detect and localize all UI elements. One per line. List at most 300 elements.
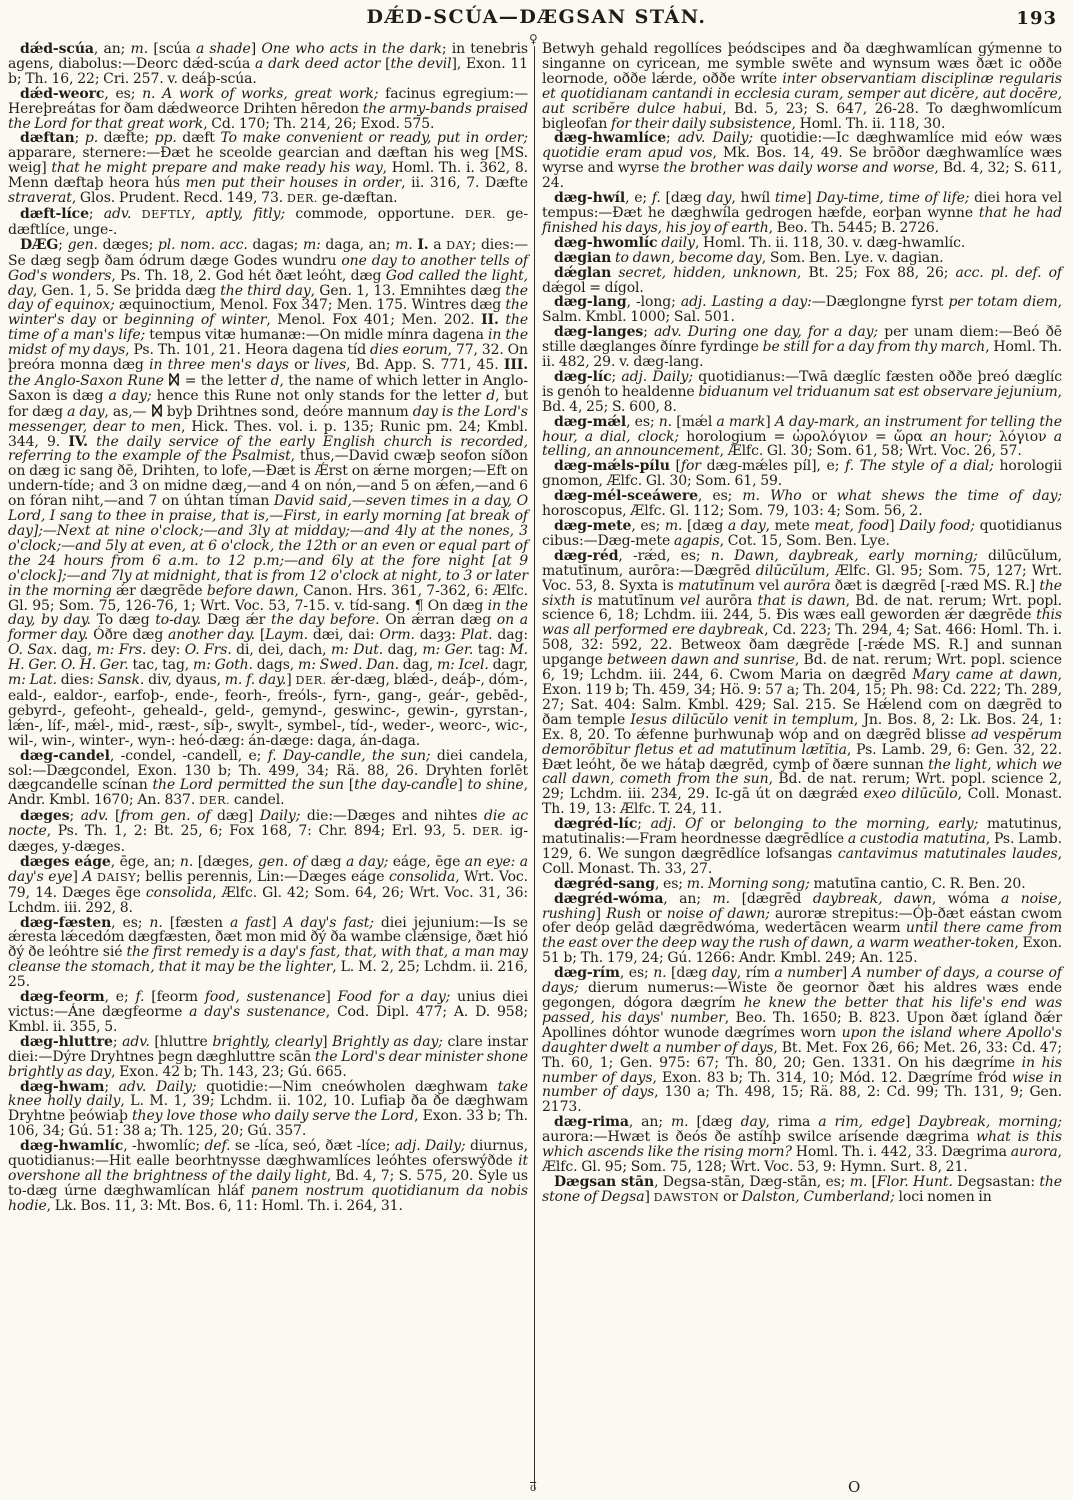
- entry-headword: DÆG: [20, 236, 59, 253]
- entry-text: , Canon. Hrs. 361, 7-362, 6: Ælfc. Gl. 95; Som. 75, 126-76, 1; Wrt. Voc. 53, 7-15. v. tíd-sang. ¶ On dæg: [8, 582, 528, 614]
- entry-text: apparare, sternere:—Ðæt he sceolde gearcian and dæftan his weg [MS. weig]: [8, 145, 528, 177]
- entry-text: f.: [651, 190, 661, 207]
- entry-text: m.: [670, 1114, 689, 1131]
- entry-text: , es;: [697, 488, 743, 505]
- entry-headword: IV.: [68, 433, 88, 450]
- entry-text: lives: [314, 357, 347, 374]
- entry-headword: dæg-rím: [554, 965, 620, 982]
- entry-text: [dægrēd: [730, 890, 813, 907]
- entry-text: dæges;: [97, 236, 158, 253]
- dictionary-entry: [8, 238, 528, 749]
- entry-text: an eye: a day's eye: [8, 853, 528, 885]
- entry-text: ]: [322, 1033, 333, 1050]
- entry-text: [: [343, 777, 355, 794]
- entry-text: ;: [74, 130, 85, 147]
- entry-text: ], Exon. 11 b; Th. 16, 22; Cri. 257. v. deáþ-scúa.: [8, 55, 528, 87]
- entry-text: David said,—seven times in a day, O Lord, I sang to thee in praise, that is,—First, in early morning [at break of day];—Next at nine o'clock;—and 3ly at midday;—and 4ly at the nones, 3 o'clock;—and 5ly at even, at 6 o'clock, the 12th or an even or equal part of the 24 hours from 6 a.m. to 12 p.m;—and 6ly at the fore night [at 9 o'clock];—and 7ly at midnight, that is from 12 o'clock at night, to 3 or later in the morning: [8, 493, 528, 599]
- entry-text: , Salm. Kmbl. 1000; Sal. 501.: [542, 294, 1062, 326]
- entry-text: , hwíl: [731, 190, 775, 207]
- daeg-rune-icon: [151, 404, 163, 420]
- entry-text: a dark deed actor: [255, 55, 381, 72]
- entry-text: , Homl. Th. ii. 482, 29. v. dæg-lang.: [542, 339, 1063, 371]
- entry-text: daybreak, dawn: [812, 890, 932, 907]
- entry-text: Flor. Hunt.: [876, 1173, 953, 1190]
- entry-text: DER.: [295, 674, 327, 688]
- entry-text: Brightly as day;: [332, 1033, 443, 1050]
- entry-text: One who acts in the dark: [261, 41, 442, 57]
- entry-text: ; in tenebris agens, diabolus:—Deorc dǽd-scúa: [8, 41, 528, 72]
- entry-text: , an;: [663, 890, 713, 907]
- entry-headword: dæg-mǽls-pílu: [554, 458, 670, 475]
- entry-text: , Bd. App. S. 771, 45.: [346, 357, 504, 374]
- entry-text: , Exon. 83 b; Th. 314, 10; Mód. 12. Dægríme fród: [652, 1069, 1012, 1086]
- entry-text: n.: [658, 413, 673, 430]
- entry-text: vel: [679, 592, 701, 609]
- entry-text: , Bd. 4, 7; S. 575, 20. Syle us to-dæg úrne dæghwamlícan hláf: [8, 1167, 529, 1199]
- entry-text: ]: [72, 868, 83, 885]
- entry-text: one day to another tells of God's wonders: [8, 252, 528, 284]
- entry-text: , Ælfc. Gl. 30; Som. 61, 58; Wrt. Voc. 26, 57.: [719, 443, 1022, 460]
- entry-headword: dæg-hwamlíc: [20, 1138, 124, 1155]
- entry-text: aurora:—Hwæt is ðeós ðe astíhþ swilce arísende dægrima: [542, 1129, 977, 1146]
- entry-text: before dawn: [206, 582, 295, 599]
- entry-text: Lat.: [29, 672, 57, 689]
- entry-text: [: [380, 55, 391, 72]
- entry-text: [dæg: [682, 518, 728, 534]
- entry-text: time: [774, 190, 807, 207]
- entry-text: m. f. day.: [224, 672, 287, 689]
- entry-text: , Andr. Kmbl. 1670; An. 837.: [8, 777, 528, 809]
- entry-text: clare instar diei:—Dýre Dryhtnes þegn dæghluttre scān: [8, 1033, 529, 1065]
- entry-text: , Wrt. Voc. 79, 14. Dæges ēge: [8, 868, 528, 901]
- entry-text: m. Morning song;: [686, 875, 810, 892]
- entry-text: O. Frs.: [184, 642, 232, 659]
- dictionary-entry: [8, 1035, 528, 1080]
- entry-text: in the midst of my days: [8, 327, 529, 359]
- entry-text: n.: [149, 914, 163, 931]
- entry-text: [mǽl: [672, 413, 717, 430]
- entry-text: ge-dæftlíce, unge-.: [8, 205, 528, 238]
- dictionary-entry: [542, 459, 1062, 489]
- entry-text: λόγιον: [991, 428, 1054, 445]
- entry-text: quotidianus:—Twā dæglíc fæsten oððe þreó dæglíc is genóh to healdenne: [542, 368, 1062, 400]
- entry-text: ]: [271, 914, 284, 931]
- dictionary-entry: [8, 207, 528, 238]
- entry-text: [fæsten: [162, 914, 230, 931]
- entry-text: ; dies:—Se dæg segþ ðam ódrum dæge Godes wundru: [8, 236, 528, 269]
- entry-text: , 77, 32. On þreóra monna dæg: [8, 342, 528, 374]
- entry-text: adv.: [122, 1033, 150, 1050]
- entry-text: he knew the better that his life's end was passed, his days' number: [542, 995, 1062, 1026]
- entry-text: ;: [112, 1033, 123, 1050]
- entry-text: n.: [653, 965, 667, 982]
- entry-text: ,: [191, 205, 206, 222]
- entry-text: [dæg: [660, 190, 707, 207]
- entry-text: A: [82, 868, 93, 885]
- entry-text: ;: [69, 808, 81, 825]
- entry-text: men put their houses in order: [185, 175, 402, 192]
- entry-text: adv.: [103, 205, 132, 222]
- entry-text: m:: [436, 657, 455, 674]
- entry-text: unius diei victus:—Áne dægfeorme: [8, 989, 529, 1020]
- entry-text: , e;: [104, 989, 136, 1006]
- entry-text: aurora: [1010, 1144, 1058, 1161]
- entry-text: a day's sustenance: [189, 1004, 326, 1020]
- entry-text: , Bd. de nat. rerum; Wrt. popl. science 2, 29; Lchdm. iii. 234, 29. Ic-gā út on dægrǽd: [542, 771, 1062, 803]
- entry-text: a: [428, 236, 447, 253]
- entry-text: m:: [298, 657, 316, 674]
- entry-text: , Bd. de nat. rerum; Wrt. popl. science 6, 19; Lchdm. iii. 244, 6. Cwom Maria on dægrēd: [542, 652, 1062, 684]
- entry-text: Daybreak, morning;: [918, 1114, 1062, 1131]
- entry-text: Ger.: [444, 642, 474, 659]
- entry-text: , wóma: [931, 890, 1001, 907]
- entry-text: dag:: [492, 627, 528, 644]
- entry-text: secret, hidden, unknown: [618, 264, 797, 281]
- entry-text: matutinus, matutinalis:—Fram heordnesse dægrēdlíce: [542, 816, 1062, 848]
- entry-headword: dæg-rima: [554, 1114, 629, 1131]
- entry-headword: dǽd-weorc: [20, 85, 105, 102]
- entry-text: n. Dawn, daybreak, early morning;: [710, 547, 978, 564]
- entry-text: DAISY: [97, 870, 137, 884]
- entry-headword: dæg-líc: [554, 368, 612, 385]
- entry-headword: dæg-hwam: [20, 1078, 105, 1095]
- entry-headword: dæg-mǽl: [554, 413, 627, 430]
- entry-text: , Som. Ben. Lye. v. dagian.: [761, 249, 944, 266]
- entry-text: horologium = ὡρολόγιον = ὥρα: [678, 428, 930, 445]
- entry-text: upon the island where Apollo's daughter dwelt a number of days: [542, 1024, 1062, 1056]
- entry-text: dey:: [146, 642, 185, 659]
- entry-text: dag,: [57, 642, 97, 659]
- dictionary-entry: [542, 892, 1062, 967]
- entry-text: ad vespĕrum demorōbĭtur fletus et ad matutīnum lætĭtia: [542, 726, 1062, 758]
- entry-text: ðæt is dægrēd [-ræd MS. R.]: [830, 577, 1040, 594]
- entry-text: m:: [193, 657, 211, 674]
- column-divider: [529, 32, 538, 1494]
- entry-text: Daily;: [259, 808, 301, 825]
- entry-text: , 130 a; Th. 498, 15; Rä. 88, 2: Cd. 99; Th. 131, 9; Gen. 2173.: [542, 1084, 1062, 1116]
- entry-text: , Bt. Met. Fox 26, 66; Met. 26, 33: Cd. 47; Th. 60, 1; Gen. 975: 67; Th. 80, 20; Gen. 1331. On his dægríme: [542, 1039, 1062, 1071]
- dictionary-entry: [8, 809, 528, 855]
- entry-text: the day before.: [270, 612, 380, 629]
- dictionary-entry: [542, 325, 1062, 370]
- entry-text: , as,—: [104, 403, 151, 420]
- entry-text: gen. of: [257, 853, 307, 870]
- entry-text: day: [711, 965, 737, 982]
- entry-text: , Ælfc. Gl. 42; Som. 64, 26; Wrt. Voc. 31, 36: Lchdm. iii. 292, 8.: [8, 884, 528, 916]
- entry-text: day: [740, 1114, 766, 1131]
- entry-text: the first remedy is a day's fast, that, with that, a man may cleanse the stomach, that it may be the lighter: [8, 944, 528, 976]
- entry-text: m.: [395, 236, 413, 253]
- entry-text: [dæg: [666, 965, 712, 982]
- entry-text: dagas;: [247, 236, 303, 253]
- entry-text: , Exon. 42 b; Th. 143, 23; Gú. 665.: [111, 1063, 347, 1080]
- entry-text: belonging to the morning, early;: [733, 816, 979, 833]
- entry-headword: dæg-hwíl: [554, 190, 626, 207]
- entry-headword: I.: [417, 236, 429, 253]
- entry-text: loci nomen in: [894, 1188, 992, 1205]
- entry-text: , Ps. Th. 18, 2. God hét ðæt leóht, dæg: [111, 267, 386, 284]
- entry-text: , es;: [631, 518, 665, 534]
- entry-text: DAY: [446, 238, 472, 252]
- entry-text: gen.: [67, 236, 98, 253]
- entry-text: , but for dæg: [8, 387, 528, 420]
- entry-headword: dæg-mete: [554, 518, 632, 534]
- entry-text: a telling, an announcement: [542, 428, 1062, 460]
- entry-text: , Ps. Th. 101, 21. Heora dagena tíd: [125, 342, 371, 359]
- entry-text: day: [706, 190, 732, 207]
- entry-text: , Ælfc. Gl. 95; Som. 75, 127; Wrt. Voc. 53, 8. Syxta is: [542, 562, 1062, 594]
- entry-text: between dawn and sunrise: [607, 652, 795, 669]
- entry-text: the devil: [390, 55, 452, 72]
- entry-text: or: [95, 312, 124, 329]
- entry-text: Degsastan:: [952, 1173, 1040, 1190]
- entry-text: m.: [664, 518, 683, 534]
- dictionary-entry: [542, 966, 1062, 1115]
- entry-text: die ac nocte: [8, 808, 529, 840]
- entry-text: m:: [422, 642, 441, 659]
- entry-text: or: [719, 1188, 742, 1205]
- entry-text: the third day: [220, 282, 311, 299]
- entry-text: adj. Daily;: [394, 1138, 466, 1155]
- entry-text: an hour;: [929, 428, 992, 445]
- entry-text: , Jn. Bos. 8, 2: Lk. Bos. 24, 1: Ex. 8, 20. To ǽfenne þurhwunaþ wóp and on dægrēd blisse: [542, 711, 1062, 743]
- entry-text: , Bd. de nat. rerum; Wrt. popl. science 6, 18; Lchdm. iii. 244, 5. Ðis wæs eall geworden ǽr dægrēde: [542, 592, 1062, 624]
- entry-text: ǽr dægrēde: [111, 582, 207, 599]
- entry-text: Plat.: [460, 627, 493, 644]
- entry-text: , Ælfc. Gl. 95; Som. 75, 128; Wrt. Voc. 53, 9: Hymn. Surt. 8, 21.: [542, 1144, 1062, 1175]
- dictionary-entry: [542, 519, 1062, 549]
- entry-text: dæfte;: [98, 130, 155, 147]
- entry-text: the light, which we call dawn, cometh from the sun: [542, 756, 1062, 788]
- entry-text: vel: [754, 577, 784, 594]
- entry-text: se -líca, seó, ðæt -líce;: [230, 1138, 395, 1155]
- entry-text: n. A work of works, great work;: [142, 85, 379, 102]
- entry-text: horoscopus, Ælfc. Gl. 112; Som. 79, 103: 4; Som. 56, 2.: [542, 503, 923, 520]
- entry-text: ;: [104, 1078, 119, 1095]
- entry-text: , an;: [93, 41, 131, 57]
- entry-text: Orm.: [379, 627, 415, 644]
- divider-ornament-icon: ♀: [529, 32, 538, 46]
- entry-text: ]: [325, 989, 338, 1006]
- entry-text: ]: [905, 1114, 919, 1131]
- dictionary-entry: [542, 549, 1062, 817]
- entry-text: = the letter: [180, 372, 271, 389]
- dictionary-entry: [8, 42, 528, 87]
- dictionary-entry: [8, 1080, 528, 1140]
- entry-text: , es;: [654, 875, 687, 892]
- entry-text: dæg]: [210, 808, 260, 825]
- entry-text: , -hwomlíc;: [123, 1138, 205, 1155]
- entry-text: DER.: [464, 207, 497, 221]
- entry-text: Frs.: [118, 642, 147, 659]
- entry-text: the army-bands praised the Lord for that great work: [8, 100, 528, 132]
- entry-text: [: [255, 627, 266, 644]
- entry-text: or: [641, 905, 667, 922]
- entry-text: adj. Lasting a day:: [680, 294, 812, 311]
- entry-headword: dægréd-sang: [554, 875, 655, 892]
- entry-text: , -rǽd, es;: [618, 547, 711, 564]
- dictionary-entry: [8, 131, 528, 207]
- dictionary-entry: [542, 1115, 1062, 1175]
- entry-text: [feorm: [144, 989, 205, 1006]
- dictionary-entry: [542, 251, 1062, 266]
- entry-text: , Exon. 119 b; Th. 459, 34; Hö. 9: 57 a; Th. 204, 15; Ph. 98: Cd. 222; Th. 289, 27; Sat. 404: Salm. Kmbl. 429; Sal. 215. Se Hǽlend com on dægrēd to ðam temple: [542, 667, 1062, 728]
- entry-headword: dægréd-wóma: [554, 890, 664, 907]
- entry-text: d: [270, 372, 280, 389]
- entry-text: ;: [637, 816, 651, 833]
- entry-text: dilūcŭlum: [755, 562, 826, 579]
- divider-bottom-mark: $\overline{ʊ}$: [530, 1483, 537, 1494]
- entry-text: daily: [661, 234, 695, 251]
- entry-text: Mary came at dawn: [912, 667, 1058, 684]
- entry-headword: dæg-langes: [554, 324, 644, 341]
- entry-headword: dæg-candel: [20, 747, 110, 764]
- entry-headword: dæges eáge: [20, 853, 111, 870]
- entry-text: day is the Lord's messenger, dear to men: [8, 403, 528, 435]
- dictionary-entry: [542, 1175, 1062, 1206]
- entry-headword: dæg-fæsten: [20, 914, 112, 931]
- entry-text: O. Sax.: [8, 642, 58, 659]
- dictionary-entry: [542, 236, 1062, 251]
- entry-text: f.: [135, 989, 145, 1006]
- entry-headword: dægian: [554, 249, 612, 266]
- entry-headword: dægréd-líc: [554, 816, 638, 833]
- entry-text: for their daily subsistence: [611, 115, 792, 132]
- entry-headword: dæg-lang: [554, 294, 627, 311]
- entry-text: or: [288, 357, 315, 374]
- entry-text: ;: [611, 368, 622, 385]
- entry-text: ]: [644, 1188, 654, 1205]
- entry-text: , an;: [628, 1114, 671, 1131]
- entry-text: , Lk. Bos. 11, 3: Mt. Bos. 6, 11: Homl. Th. i. 264, 31.: [46, 1197, 403, 1214]
- entry-text: matutīnum: [677, 577, 755, 594]
- entry-text: , rím: [736, 965, 775, 982]
- dictionary-entry: [542, 295, 1062, 325]
- entry-text: matutīna cantio, C. R. Ben. 20.: [809, 875, 1026, 892]
- entry-text: candel.: [230, 792, 285, 809]
- entry-text: dag,: [383, 642, 423, 659]
- entry-text: aurōra: [783, 577, 831, 594]
- entry-text: , Ps. Lamb. 129, 6. We sungon dægrēdlíce lofsangas: [542, 831, 1062, 862]
- entry-text: dags,: [252, 657, 299, 674]
- entry-text: a day: [67, 403, 105, 420]
- entry-text: a rim, edge: [818, 1114, 906, 1131]
- entry-text: To dæg: [90, 612, 156, 629]
- entry-text: f. Day-candle, the sun;: [267, 747, 431, 764]
- entry-text: dæg: [306, 853, 346, 870]
- entry-text: Goth.: [214, 657, 253, 674]
- entry-text: aptly, fitly;: [205, 205, 286, 222]
- entry-text: ǽr-dæg, blǽd-, deáþ-, dóm-, eald-, ealdor-, earfoþ-, ende-, feorh-, freóls-, fyrn-, gang-, geár-, gebēd-, gebyrd-, gefeoht-, geheald-, geld-, gemynd-, geswinc-, gewin-, gyrstan-, lǽn-, líf-, mǽl-, mid-, ræst-, síþ-, swylt-, symbel-, tíd-, weder-, weorc-, wic-, wil-, win-, winter-, wyn-: heó-dæg: án-dæge: daga, án-daga.: [8, 672, 528, 749]
- entry-text: ]: [889, 518, 900, 534]
- entry-text: quotidie:—Nim cneówholen dæghwam: [196, 1078, 498, 1095]
- entry-text: Iesus dilūcŭlo venit in templum: [630, 711, 854, 728]
- entry-text: diei hora vel tempus:—Ðæt he dæghwíla gedrogen hæfde, eorþan wynne: [542, 190, 1062, 221]
- entry-text: , e;: [625, 190, 652, 207]
- entry-headword: dæg-hwamlíce: [554, 130, 667, 147]
- entry-text: a fast: [229, 914, 272, 931]
- entry-text: quotidie:—Ic dæghwamlíce mid eów wæs: [752, 130, 1062, 147]
- entry-text: this was all performed ere daybreak: [542, 607, 1062, 639]
- entry-text: , Ps. Th. 1, 2: Bt. 25, 6; Fox 168, 7: Chr. 894; Erl. 93, 5.: [46, 823, 473, 840]
- entry-text: Dut.: [353, 642, 384, 659]
- entry-text: , Bt. 25; Fox 88, 26;: [796, 264, 956, 281]
- entry-text: , Cd. 170; Th. 214, 26; Exod. 575.: [203, 115, 435, 132]
- entry-text: dies eorum: [370, 342, 448, 359]
- entry-text: what is this which ascends like the rising morn?: [542, 1129, 1062, 1161]
- entry-text: [scúa: [148, 41, 196, 57]
- entry-text: ig-dæges, y-dæges.: [8, 823, 528, 856]
- entry-text: the Anglo-Saxon Rune: [8, 372, 169, 389]
- entry-text: m:: [302, 236, 321, 253]
- entry-text: adj. Of: [650, 816, 702, 833]
- entry-text: , Homl. Th. i. 362, 8. Menn dæftaþ heora hús: [8, 160, 529, 192]
- dictionary-entry: [8, 1139, 528, 1214]
- entry-text: , -condel, -candell, e;: [109, 747, 268, 764]
- entry-text: or: [701, 816, 734, 833]
- entry-text: noise of dawn;: [666, 905, 770, 922]
- entry-text: , rima: [765, 1114, 819, 1131]
- entry-text: DER.: [198, 794, 231, 808]
- entry-text: [: [669, 458, 681, 475]
- entry-text: that he might prepare and make ready his way: [51, 160, 383, 177]
- dictionary-entry: [542, 877, 1062, 892]
- dictionary-entry: [8, 87, 528, 132]
- entry-headword: dæg-mél-sceáwere: [554, 488, 698, 505]
- entry-text: dilūcŭlum, matutīnum, aurōra:—Dægrēd: [542, 547, 1062, 579]
- entry-text: , ēge, an;: [110, 853, 180, 870]
- entry-text: biduanum vel triduanum sat est observare jejunium: [698, 383, 1058, 400]
- entry-text: adv. Daily;: [677, 130, 753, 147]
- entry-headword: II.: [481, 312, 499, 329]
- entry-headword: dæft-líce: [20, 205, 89, 222]
- entry-text: æquinoctium, Menol. Fox 347; Men. 175. Wintres dæg: [114, 297, 506, 314]
- entry-text: panem nostrum quotidianum da nobis hodie: [8, 1182, 528, 1214]
- entry-text: agapis: [674, 532, 720, 549]
- entry-text: die:—Dæges and nihtes: [300, 808, 484, 825]
- entry-text: to-day.: [155, 612, 202, 629]
- entry-text: , Gen. 1, 13. Emnihtes dæg: [310, 282, 506, 299]
- entry-text: Sansk.: [97, 672, 145, 689]
- entry-text: food, sustenance: [204, 989, 326, 1006]
- entry-text: horologii gnomon, Ælfc. Gl. 30; Som. 61, 59.: [542, 458, 1062, 490]
- entry-text: , Bd. 4, 25; S. 600, 8.: [542, 383, 1062, 415]
- entry-text: in his number of days: [542, 1054, 1062, 1086]
- entry-text: pl. nom. acc.: [157, 236, 248, 253]
- entry-text: m.: [849, 1173, 868, 1190]
- entry-text: the Lord permitted the sun: [152, 777, 344, 794]
- entry-text: take knee holly daily: [8, 1078, 528, 1110]
- signature-mark: O: [848, 1478, 861, 1496]
- entry-text: quotidianus cibus:—Dæg-mete: [542, 518, 1062, 549]
- entry-text: , Ps. Lamb. 29, 6: Gen. 32, 22. Ðæt leóht, ðe we hátaþ dægrēd, cymþ of ðære sunnan: [542, 741, 1062, 773]
- entry-text: ]: [806, 190, 817, 207]
- entry-text: m:: [330, 642, 349, 659]
- entry-text: matutīnum: [592, 592, 680, 609]
- dictionary-entry: [542, 489, 1062, 519]
- entry-text: quotidie eram apud vos: [542, 145, 713, 162]
- entry-text: To make convenient or ready, put in order;: [220, 130, 528, 147]
- entry-text: cantavimus matutinales laudes: [837, 845, 1058, 862]
- entry-text: on a former day.: [8, 612, 528, 644]
- entry-text: ]: [250, 41, 262, 57]
- entry-text: per unam diem:—Beó ðē stille dæglanges ðínre fyrdinge: [542, 324, 1062, 356]
- entry-text: the time of a man's life;: [8, 312, 529, 344]
- entry-text: , L. M. 2, 25; Lchdm. ii. 216, 25.: [8, 959, 528, 991]
- entry-headword: dæg-hwomlíc: [554, 234, 658, 251]
- entry-text: ]: [595, 905, 607, 922]
- entry-text: or: [801, 488, 837, 505]
